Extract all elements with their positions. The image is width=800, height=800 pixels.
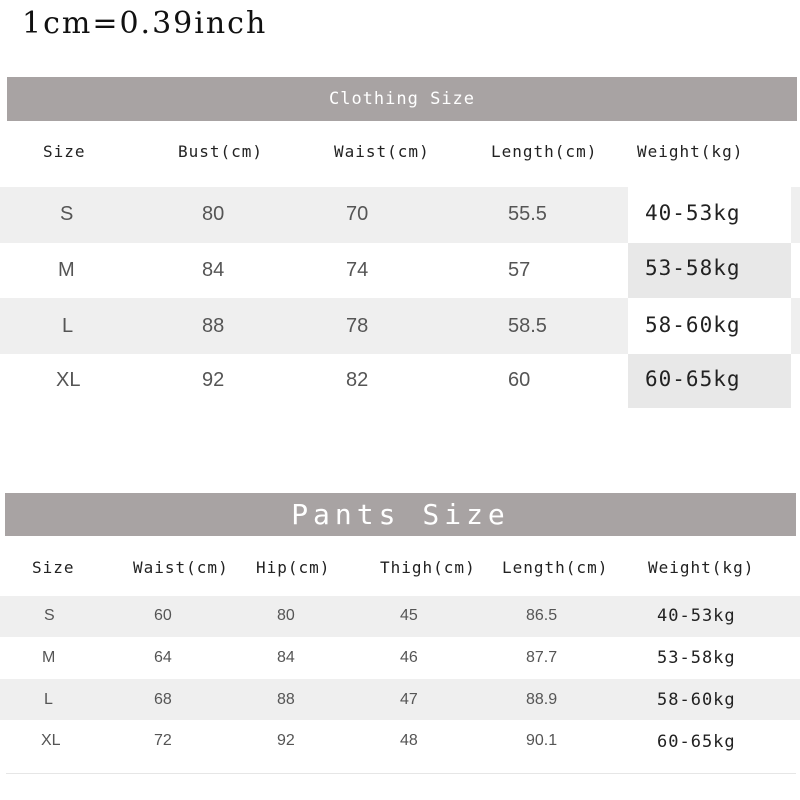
pants-size-title-bar	[5, 493, 796, 536]
pants-header-thigh: Thigh(cm)	[380, 558, 476, 577]
pants-cell-thigh: 47	[400, 691, 418, 708]
pants-cell-weight: 40-53kg	[657, 606, 736, 626]
pants-cell-size: XL	[41, 732, 61, 749]
clothing-cell-waist: 70	[346, 203, 369, 225]
clothing-header-bust: Bust(cm)	[178, 142, 264, 161]
clothing-row-s	[0, 187, 800, 243]
pants-cell-thigh: 45	[400, 607, 418, 624]
pants-cell-waist: 68	[154, 691, 172, 708]
pants-cell-length: 87.7	[526, 649, 558, 666]
pants-cell-hip: 92	[277, 732, 295, 749]
pants-cell-size: S	[44, 607, 55, 624]
clothing-cell-size: XL	[56, 369, 81, 391]
clothing-size-title: Clothing Size	[328, 89, 476, 109]
clothing-cell-weight: 58-60kg	[645, 313, 741, 337]
clothing-cell-length: 57	[508, 259, 531, 281]
pants-cell-length: 90.1	[526, 732, 558, 749]
table-bottom-divider	[6, 773, 796, 774]
clothing-cell-weight: 53-58kg	[645, 256, 741, 280]
pants-row-m	[0, 637, 800, 679]
clothing-header-length: Length(cm)	[491, 142, 598, 161]
clothing-row-xl	[0, 354, 800, 408]
pants-cell-thigh: 48	[400, 732, 418, 749]
pants-header-waist: Waist(cm)	[133, 558, 229, 577]
pants-cell-waist: 72	[154, 732, 172, 749]
clothing-cell-length: 58.5	[508, 315, 547, 337]
clothing-cell-bust: 88	[202, 315, 225, 337]
pants-cell-hip: 84	[277, 649, 295, 666]
clothing-header-size: Size	[43, 142, 86, 161]
clothing-cell-size: L	[62, 315, 74, 337]
pants-cell-length: 86.5	[526, 607, 558, 624]
clothing-cell-waist: 74	[346, 259, 369, 281]
pants-header-hip: Hip(cm)	[256, 558, 331, 577]
clothing-cell-waist: 78	[346, 315, 369, 337]
clothing-cell-length: 60	[508, 369, 531, 391]
pants-cell-length: 88.9	[526, 691, 558, 708]
pants-cell-waist: 60	[154, 607, 172, 624]
pants-cell-weight: 58-60kg	[657, 690, 736, 710]
clothing-row-m	[0, 243, 800, 298]
clothing-size-title-bar	[7, 77, 797, 121]
clothing-cell-size: M	[58, 259, 75, 281]
pants-size-title: Pants Size	[291, 498, 510, 531]
clothing-cell-bust: 80	[202, 203, 225, 225]
clothing-cell-bust: 84	[202, 259, 225, 281]
pants-header-length: Length(cm)	[502, 558, 609, 577]
pants-cell-hip: 88	[277, 691, 295, 708]
pants-cell-hip: 80	[277, 607, 295, 624]
pants-row-s	[0, 596, 800, 637]
clothing-cell-bust: 92	[202, 369, 225, 391]
pants-cell-thigh: 46	[400, 649, 418, 666]
pants-row-l	[0, 679, 800, 720]
clothing-cell-waist: 82	[346, 369, 369, 391]
clothing-cell-weight: 40-53kg	[645, 201, 741, 225]
clothing-cell-weight: 60-65kg	[645, 367, 741, 391]
conversion-note: 1cm=0.39inch	[22, 6, 268, 41]
pants-cell-size: L	[44, 691, 53, 708]
clothing-header-weight: Weight(kg)	[637, 142, 744, 161]
clothing-cell-size: S	[60, 203, 74, 225]
pants-cell-weight: 60-65kg	[657, 732, 736, 752]
pants-cell-waist: 64	[154, 649, 172, 666]
clothing-header-waist: Waist(cm)	[334, 142, 430, 161]
clothing-cell-length: 55.5	[508, 203, 547, 225]
pants-row-xl	[0, 720, 800, 764]
pants-header-size: Size	[32, 558, 75, 577]
clothing-row-l	[0, 298, 800, 354]
pants-header-weight: Weight(kg)	[648, 558, 755, 577]
pants-cell-size: M	[42, 649, 56, 666]
pants-cell-weight: 53-58kg	[657, 648, 736, 668]
